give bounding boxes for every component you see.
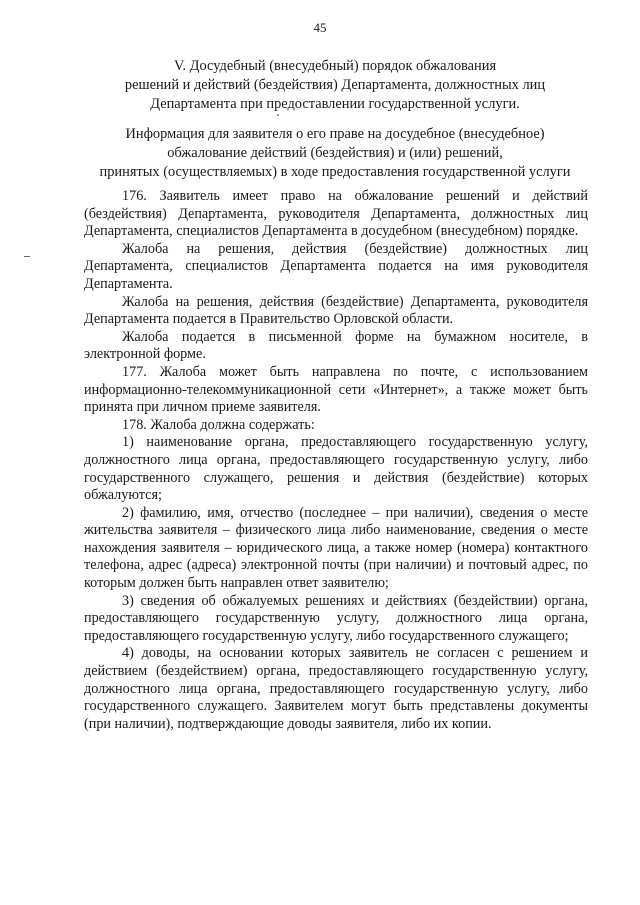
list-item: 4) доводы, на основании которых заявитель не согласен с решением и действием (бездействием) органа, предоставляющего государственную услугу, должностного лица органа, предоставляющего государственную услугу, либо государственного служащего. Заявителем могут быть представлены документы (при наличии), подтверждающие доводы заявителя, либо их копии. — [84, 645, 588, 732]
info-heading-line: Информация для заявителя о его праве на досудебное (внесудебное) — [125, 126, 545, 142]
paragraph-177: 177. Жалоба может быть направлена по почте, с использованием информационно-телекоммуникационной сети «Интернет», а также может быть принята при личном приеме заявителя. — [84, 363, 588, 416]
paragraph: Жалоба на решения, действия (бездействие) должностных лиц Департамента, специалистов Департамента подается на имя руководителя Департамента. — [84, 240, 588, 292]
section-heading-line: Департамента при предоставлении государственной услуги. — [150, 96, 520, 112]
list-item: 1) наименование органа, предоставляющего государственную услугу, должностного лица органа, предоставляющего государственную услугу, либо государственного служащего, решения и действия (бездействие) которых обжалуются; — [84, 434, 588, 504]
section-heading-line: V. Досудебный (внесудебный) порядок обжалования — [173, 58, 497, 74]
margin-mark — [24, 256, 30, 257]
list-item: 3) сведения об обжалуемых решениях и действиях (бездействии) органа, предоставляющего государственную услугу, должностного лица органа, предоставляющего государственную услугу, либо государственного служащего; — [84, 592, 588, 644]
section-heading-line: решений и действий (бездействия) Департамента, должностных лиц — [124, 77, 546, 93]
section-heading — [80, 57, 590, 114]
paragraph-178: 178. Жалоба должна содержать: — [122, 416, 315, 433]
page-number: 45 — [313, 20, 327, 35]
scan-speck — [277, 114, 279, 116]
paragraph: Жалоба подается в письменной форме на бумажном носителе, в электронной форме. — [84, 328, 588, 363]
body-text — [84, 188, 588, 733]
info-heading-line: обжалование действий (бездействия) и (или) решений, — [167, 145, 503, 161]
list-item: 2) фамилию, имя, отчество (последнее – при наличии), сведения о месте жительства заявителя – физического лица либо наименование, сведения о месте нахождения заявителя – юридического лица, а также номер (номера) контактного телефона, адрес (адреса) электронной почты (при наличии) и почтовый адрес, по которым должен быть направлен ответ заявителю; — [84, 504, 588, 592]
paragraph-176: 176. Заявитель имеет право на обжалование решений и действий (бездействия) Департамента, руководителя Департамента, должностных лиц Департамента, специалистов Департамента в досудебном (внесудебном) порядке. — [84, 188, 588, 240]
info-heading-line: принятых (осуществляемых) в ходе предоставления государственной услуги — [99, 164, 571, 180]
paragraph: Жалоба на решения, действия (бездействие) Департамента, руководителя Департамента подается в Правительство Орловской области. — [84, 293, 588, 328]
info-heading — [80, 125, 590, 182]
